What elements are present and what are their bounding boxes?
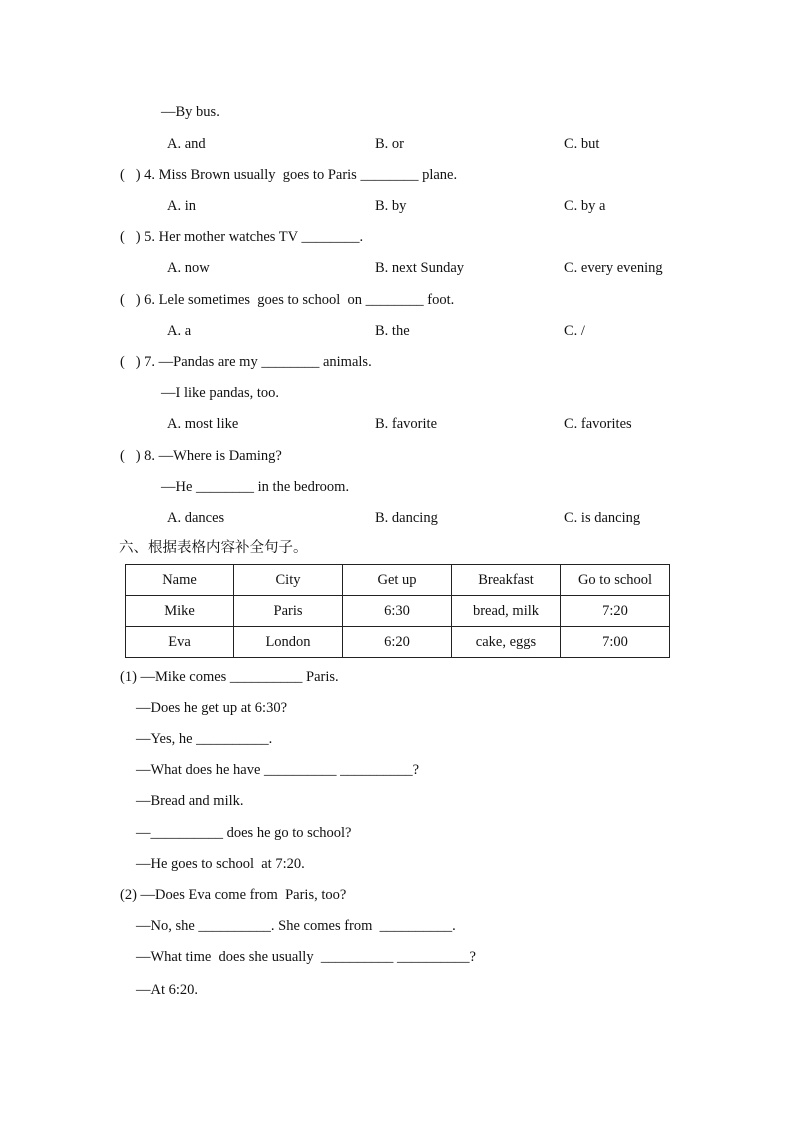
q5-option-a: A. now	[167, 260, 210, 276]
dialogue1-line: —Bread and milk.	[136, 793, 244, 809]
dialogue2-line: —What time does she usually __________ __________?	[136, 949, 476, 965]
dialogue1-line: —Yes, he __________.	[136, 731, 273, 747]
dialogue2-line: —At 6:20.	[136, 982, 199, 998]
q4-option-a: A. in	[167, 198, 196, 214]
dialogue2-line: —No, she __________. She comes from __________.	[136, 918, 456, 934]
q3-option-c: C. but	[564, 136, 600, 152]
dialogue1-line: —__________ does he go to school?	[136, 825, 352, 841]
q4-option-c: C. by a	[564, 198, 606, 214]
q8-option-c: C. is dancing	[564, 510, 641, 526]
table-cell: London	[234, 627, 343, 658]
q7-option-a: A. most like	[167, 416, 239, 432]
q7-reply: —I like pandas, too.	[161, 385, 279, 401]
table-header-row	[126, 565, 670, 596]
dialogue1-line: —What does he have __________ __________?	[136, 762, 420, 778]
q5-stem: ( ) 5. Her mother watches TV ________.	[120, 229, 364, 245]
q7-option-c: C. favorites	[564, 416, 632, 432]
table-cell: 7:20	[561, 596, 670, 627]
q3-answer-line: —By bus.	[161, 104, 220, 120]
header-cell: Breakfast	[452, 565, 561, 596]
q8-reply: —He ________ in the bedroom.	[161, 479, 350, 495]
dialogue2-line: (2) —Does Eva come from Paris, too?	[120, 887, 347, 903]
table-row	[126, 596, 670, 627]
q7-option-b: B. favorite	[375, 416, 438, 432]
table-cell: Eva	[126, 627, 234, 658]
dialogue1-line: —Does he get up at 6:30?	[136, 700, 288, 716]
q3-option-a: A. and	[167, 136, 206, 152]
q8-option-a: A. dances	[167, 510, 225, 526]
info-table	[125, 564, 670, 658]
dialogue1-line: (1) —Mike comes __________ Paris.	[120, 669, 339, 685]
q4-stem: ( ) 4. Miss Brown usually goes to Paris ________ plane.	[120, 167, 458, 183]
q8-option-b: B. dancing	[375, 510, 438, 526]
header-cell: Name	[126, 565, 234, 596]
header-cell: City	[234, 565, 343, 596]
q6-option-a: A. a	[167, 323, 192, 339]
q3-option-b: B. or	[375, 136, 404, 152]
table-cell: 6:30	[343, 596, 452, 627]
dialogue1-line: —He goes to school at 7:20.	[136, 856, 305, 872]
section-heading: 六、根据表格内容补全句子。	[119, 540, 308, 556]
q8-stem: ( ) 8. —Where is Daming?	[120, 448, 282, 464]
q6-option-c: C. /	[564, 323, 585, 339]
header-cell: Go to school	[561, 565, 670, 596]
q6-stem: ( ) 6. Lele sometimes goes to school on ________ foot.	[120, 292, 455, 308]
q5-option-c: C. every evening	[564, 260, 663, 276]
q4-option-b: B. by	[375, 198, 407, 214]
table-row	[126, 627, 670, 658]
table-cell: Mike	[126, 596, 234, 627]
table-cell: Paris	[234, 596, 343, 627]
header-cell: Get up	[343, 565, 452, 596]
table-cell: 7:00	[561, 627, 670, 658]
table-cell: 6:20	[343, 627, 452, 658]
q6-option-b: B. the	[375, 323, 410, 339]
table-cell: bread, milk	[452, 596, 561, 627]
table-cell: cake, eggs	[452, 627, 561, 658]
q7-stem: ( ) 7. —Pandas are my ________ animals.	[120, 354, 372, 370]
q5-option-b: B. next Sunday	[375, 260, 465, 276]
